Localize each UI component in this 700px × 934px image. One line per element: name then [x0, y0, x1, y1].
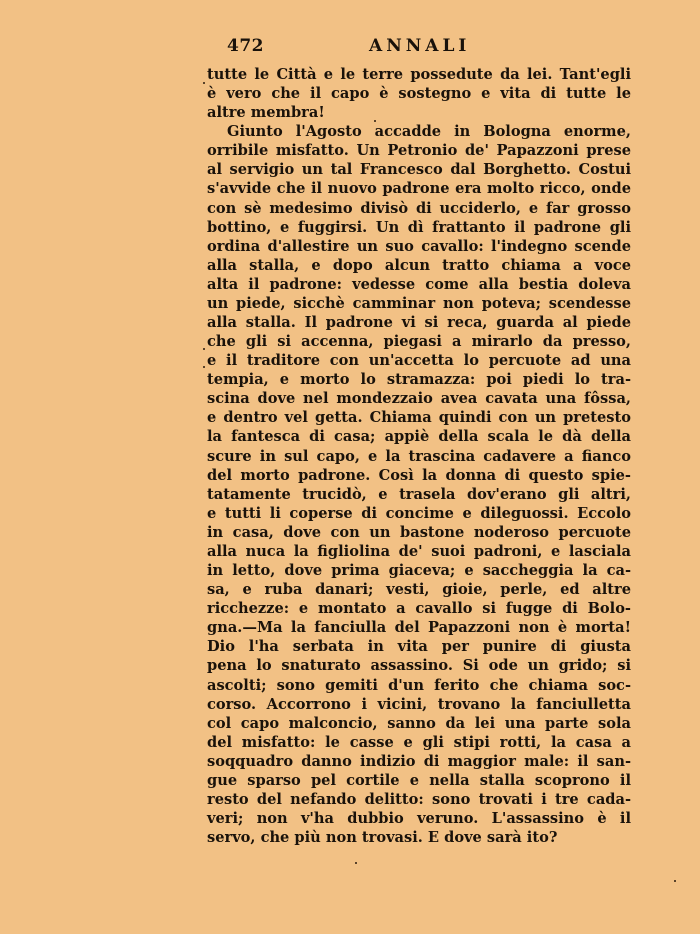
text-line: alla stalla, e dopo alcun tratto chiama a voce	[207, 256, 631, 274]
text-line: col capo malconcio, sanno da lei una parte sola	[207, 714, 631, 732]
text-line: la fantesca di casa; appiè della scala le dà della	[207, 428, 631, 446]
text-line: e tutti li coperse di concime e dileguossi. Eccolo	[207, 504, 631, 522]
body-text	[207, 65, 631, 847]
text-line: soqquadro danno indizio di maggior male: il san-	[207, 752, 631, 770]
text-line: alta il padrone: vedesse come alla bestia doleva	[207, 275, 631, 293]
text-line: e il traditore con un'accetta lo percuote ad una	[207, 352, 631, 370]
text-line: tatamente trucidò, e trasela dov'erano gli altri,	[207, 485, 631, 503]
text-line: è vero che il capo è sostegno e vita di tutte le	[207, 85, 631, 103]
text-line: altre membra!	[207, 104, 325, 122]
text-line: al servigio un tal Francesco dal Borghetto. Costui	[207, 161, 631, 179]
text-line: ascolti; sono gemiti d'un ferito che chiama soc-	[207, 676, 631, 694]
text-line: in casa, dove con un bastone noderoso percuote	[207, 523, 631, 541]
text-line: resto del nefando delitto: sono trovati i tre cada-	[207, 790, 631, 808]
print-speck	[374, 120, 376, 122]
print-speck	[203, 82, 205, 84]
text-line: con sè medesimo divisò di ucciderlo, e far grosso	[207, 199, 631, 217]
text-line: Dio l'ha serbata in vita per punire di giusta	[207, 638, 631, 656]
print-speck	[203, 366, 205, 368]
text-line: alla nuca la figliolina de' suoi padroni, e lasciala	[207, 542, 631, 560]
text-line: ordina d'allestire un suo cavallo: l'indegno scende	[207, 237, 631, 255]
text-line: gna.—Ma la fanciulla del Papazzoni non è morta!	[207, 619, 631, 637]
print-speck	[674, 880, 676, 882]
text-line: scina dove nel mondezzaio avea cavata una fôssa,	[207, 390, 631, 408]
page-header	[207, 34, 631, 60]
text-line: gue sparso pel cortile e nella stalla scoprono il	[207, 771, 631, 789]
text-line: orribile misfatto. Un Petronio de' Papazzoni prese	[207, 142, 631, 160]
text-line: servo, che più non trovasi. E dove sarà ito?	[207, 829, 558, 847]
text-line: corso. Accorrono i vicini, trovano la fanciulletta	[207, 695, 631, 713]
text-line: che gli si accenna, piegasi a mirarlo da presso,	[207, 333, 631, 351]
text-line: e dentro vel getta. Chiama quindi con un pretesto	[207, 409, 631, 427]
print-speck	[355, 862, 357, 864]
running-title: ANNALI	[369, 36, 471, 56]
text-line: un piede, sicchè camminar non poteva; scendesse	[207, 294, 631, 312]
text-line: del misfatto: le casse e gli stipi rotti, la casa a	[207, 733, 631, 751]
page-number: 472	[227, 36, 264, 56]
text-line: Giunto l'Agosto accadde in Bologna enorme,	[227, 123, 631, 141]
text-line: tutte le Città e le terre possedute da lei. Tant'egli	[207, 66, 631, 83]
print-speck	[203, 348, 205, 350]
text-line: bottino, e fuggirsi. Un dì frattanto il padrone gli	[207, 218, 631, 236]
text-line: ricchezze: e montato a cavallo si fugge di Bolo-	[207, 600, 631, 618]
text-line: tempia, e morto lo stramazza: poi piedi lo tra-	[207, 371, 631, 389]
text-line: scure in sul capo, e la trascina cadavere a fianco	[207, 447, 631, 465]
text-line: s'avvide che il nuovo padrone era molto ricco, onde	[207, 180, 631, 198]
text-line: sa, e ruba danari; vesti, gioie, perle, ed altre	[207, 581, 631, 599]
text-line: del morto padrone. Così la donna di questo spie-	[207, 466, 631, 484]
text-line: pena lo snaturato assassino. Si ode un grido; si	[207, 657, 631, 675]
text-line: alla stalla. Il padrone vi si reca, guarda al piede	[207, 314, 631, 332]
text-line: in letto, dove prima giaceva; e saccheggia la ca-	[207, 562, 631, 580]
text-line: veri; non v'ha dubbio veruno. L'assassino è il	[207, 810, 631, 828]
